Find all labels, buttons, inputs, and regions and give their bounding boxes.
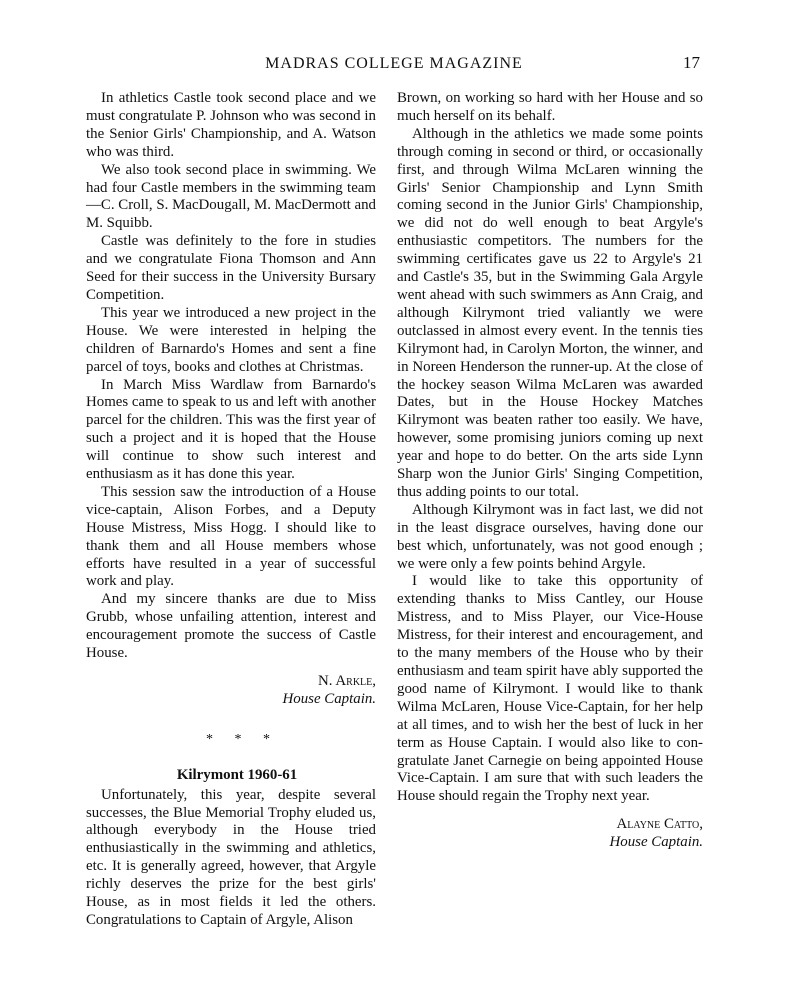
castle-signature bbox=[86, 673, 376, 709]
castle-paragraph-3: Castle was definitely to the fore in studies and we congratulate Fiona Thomson and Ann Seed for their success in the University Bursary Competition. bbox=[86, 233, 376, 303]
kilrymont-signature bbox=[397, 816, 703, 852]
castle-paragraph-6: This session saw the introduction of a House vice-captain, Alison Forbes, and a Deputy House Mistress, Miss Hogg. I should like to thank them and all House members whose efforts have resulted in a year of successful work and play. bbox=[86, 483, 376, 590]
castle-paragraph-1: In athletics Castle took second place and we must congratulate P. Johnson who was second in the Senior Girls' Championship, and A. Watson who was third. bbox=[86, 90, 376, 160]
castle-paragraph-5: In March Miss Wardlaw from Barnardo's Homes came to speak to us and left with another parcel for the children. This was the first year of such a project and it is hoped that the House will continue to show such interest and enthusiasm as it has done this year. bbox=[86, 376, 376, 483]
page-number: 17 bbox=[683, 53, 700, 72]
castle-paragraph-4: This year we introduced a new project in the House. We were interested in helping the children of Barnardo's Homes and sent a fine parcel of toys, books and clothes at Christmas. bbox=[86, 304, 376, 375]
page-header bbox=[88, 50, 700, 80]
kilrymont-signature-name: Alayne Catto, bbox=[616, 816, 703, 833]
section-separator: * * * bbox=[206, 731, 270, 747]
left-column bbox=[86, 90, 376, 930]
kilrymont-heading: Kilrymont 1960-61 bbox=[176, 766, 298, 783]
kilrymont-intro-paragraph: Unfortunately, this year, despite several successes, the Blue Memorial Trophy eluded us, although everybody in the House tried enthusiastically in the swimming and athletics, etc. It is generally agreed, however, that Argyle richly deserves the prize for the best girls' House, as in most fields it led the others. Congratulations to Captain of Argyle, Alison bbox=[86, 786, 376, 928]
kilrymont-paragraph-2: Although Kilrymont was in fact last, we did not in the least disgrace ourselves, having done our best which, unfortunately, was not good enough ; we were only a few points behind Argyle. bbox=[397, 501, 703, 572]
castle-signature-role: House Captain. bbox=[282, 690, 376, 707]
kilrymont-paragraph-1: Although in the athletics we made some points through coming in second or third, or occasionally first, and through Wilma McLaren winning the Girls' Senior Championship and Lynn Smith coming second in the Junior Girls' Championship, we did not do well enough to beat Argyle's enthusiastic competitors. The numbers for the swimming certificates gave us 22 to Argyle's 21 and Castle's 35, but in the Swimming Gala Argyle went ahead with such swimmers as Ann Craig, and although Kilrymont tried valiantly we were outclassed in almost every event. In the tennis ties Kilrymont had, in Carolyn Morton, the winner, and in Noreen Henderson the runner-up. At the close of the hockey season Wilma McLaren was awarded Dates, but in the House Hockey Matches Kilrymont was beaten rather too easily. We have, however, some promising juniors coming up next year and hope to do better. On the arts side Lynn Sharp won the Junior Girls' Singing Competition, thus adding points to our total. bbox=[397, 125, 703, 500]
magazine-title: MADRAS COLLEGE MAGAZINE bbox=[265, 55, 523, 72]
castle-paragraph-2: We also took second place in swimming. We had four Castle members in the swimming team—C. Croll, S. MacDougall, M. MacDermott and M. Squibb. bbox=[86, 161, 376, 232]
kilrymont-paragraph-3: I would like to take this opportunity of extending thanks to Miss Cantley, our House Mistress, and to Miss Player, our Vice-House Mistress, for their interest and encouragement, and to the many members of the House who by their enthusiasm and team spirit have ably supported the good name of Kilrymont. I would like to thank Wilma McLaren, House Vice-Captain, for her help at all times, and to wish her the best of luck in her term as House Captain. I would also like to congratulate Janet Carnegie on being appointed House Vice-Captain. I am sure that with such leaders the House should regain the Trophy next year. bbox=[397, 573, 703, 805]
kilrymont-signature-role: House Captain. bbox=[609, 834, 703, 851]
right-column bbox=[397, 90, 703, 852]
castle-signature-name: N. Arkle, bbox=[318, 673, 376, 689]
castle-paragraph-7: And my sincere thanks are due to Miss Grubb, whose unfailing attention, interest and encouragement promote the success of Castle House. bbox=[86, 591, 376, 662]
kilrymont-continued-text: Brown, on working so hard with her House and so much herself on its behalf. bbox=[397, 90, 703, 124]
